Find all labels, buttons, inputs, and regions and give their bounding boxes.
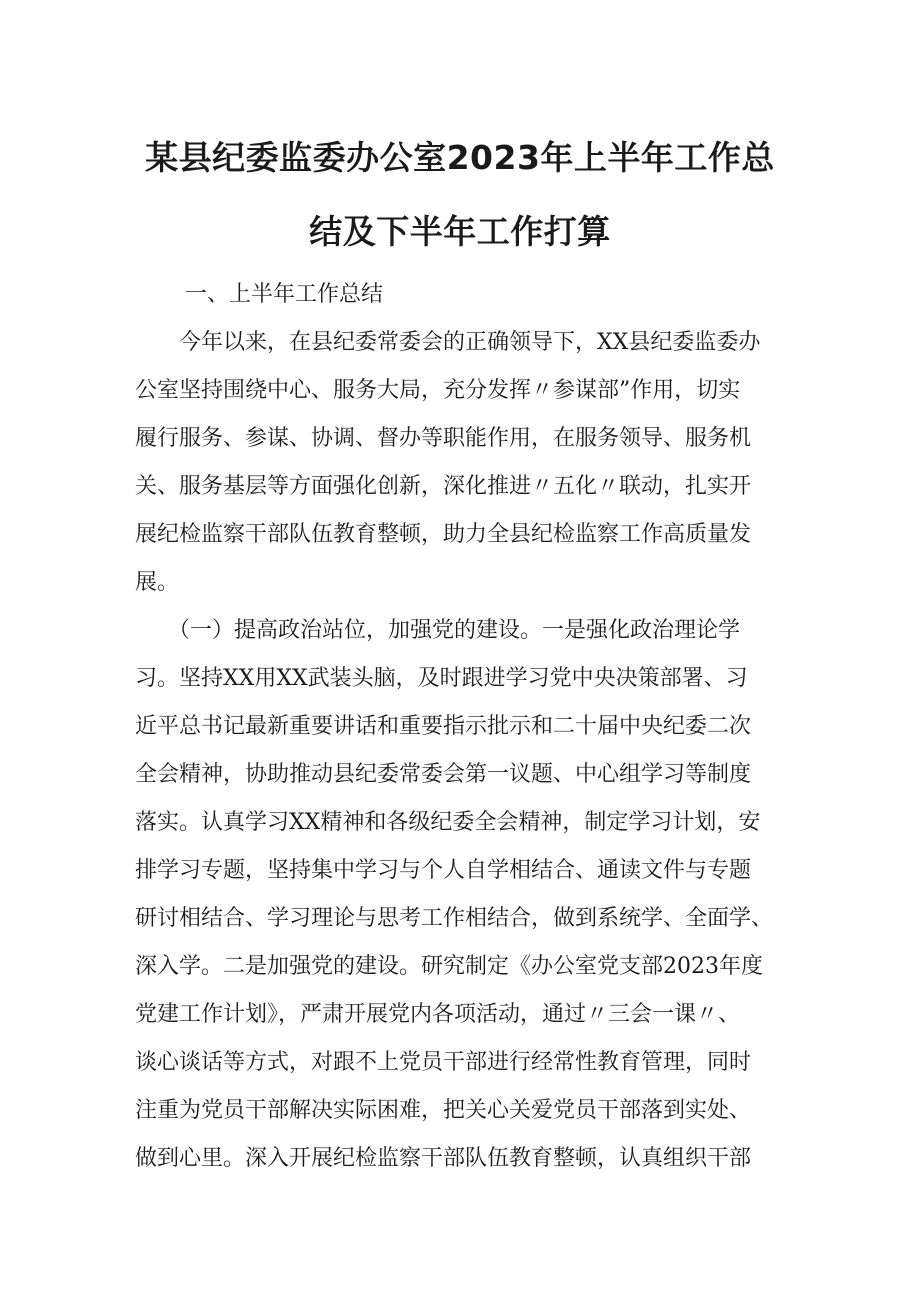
body-line: 近平总书记最新重要讲话和重要指示批示和二十届中央纪委二次: [135, 714, 752, 739]
section-heading: 一、上半年工作总结: [185, 282, 384, 307]
body-line: 落实。认真学习XX精神和各级纪委全会精神，制定学习计划，安: [135, 810, 761, 835]
body-line: 关、服务基层等方面强化创新，深化推进〃五化〃联动，扎实开: [135, 474, 752, 499]
body-line: 注重为党员干部解决实际困难，把关心关爱党员干部落到实处、: [135, 1098, 752, 1123]
body-line: 履行服务、参谋、协调、督办等职能作用，在服务领导、服务机: [135, 426, 752, 451]
document-title-line-2: 结及下半年工作打算: [309, 212, 611, 251]
body-line: 习。坚持XX用XX武装头脑，及时跟进学习党中央决策部署、习: [135, 666, 748, 691]
body-line: 全会精神，协助推动县纪委常委会第一议题、中心组学习等制度: [135, 762, 752, 787]
document-title-line-1: 某县纪委监委办公室2023年上半年工作总: [145, 138, 775, 177]
body-line: 公室坚持围绕中心、服务大局，充分发挥〃参谋部”作用，切实: [135, 378, 741, 403]
body-line: 党建工作计划》，严肃开展党内各项活动，通过〃三会一课〃、: [135, 1002, 741, 1027]
body-line: 研讨相结合、学习理论与思考工作相结合，做到系统学、全面学、: [135, 906, 774, 931]
body-line: （一）提高政治站位，加强党的建设。一是强化政治理论学: [135, 618, 741, 643]
body-line: 深入学。二是加强党的建设。研究制定《办公室党支部2023年度: [135, 954, 763, 979]
body-line: 展纪检监察干部队伍教育整顿，助力全县纪检监察工作高质量发: [135, 522, 752, 547]
body-line: 做到心里。深入开展纪检监察干部队伍教育整顿，认真组织干部: [135, 1146, 752, 1171]
body-line: 谈心谈话等方式，对跟不上党员干部进行经常性教育管理，同时: [135, 1050, 752, 1075]
body-line: 展。: [135, 570, 180, 595]
body-line: 排学习专题，坚持集中学习与个人自学相结合、通读文件与专题: [135, 858, 752, 883]
body-line: 今年以来，在县纪委常委会的正确领导下，XX县纪委监委办: [135, 330, 761, 355]
